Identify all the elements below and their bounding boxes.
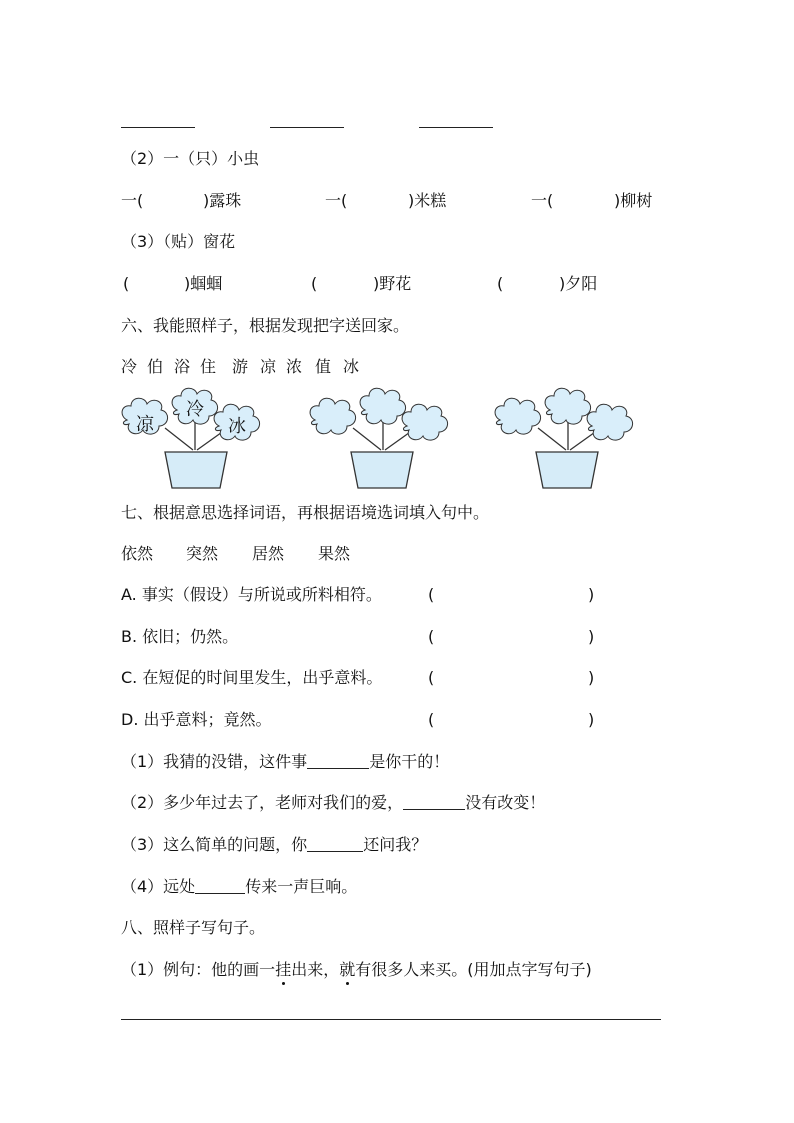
fill-row-2-item-1-close: )露珠	[203, 191, 242, 210]
flower-label-3: 冰	[228, 416, 246, 437]
pot	[536, 452, 598, 488]
fill-row-2-item-2-open: 一(	[325, 191, 348, 210]
dotted-char-2: 就	[339, 960, 356, 979]
sentence-4-blank[interactable]	[195, 877, 245, 894]
section-6-title: 六、我能照样子，根据发现把字送回家。	[121, 316, 410, 335]
fill-row-2-item-3-open: 一(	[531, 191, 554, 210]
definition-a-open: (	[428, 585, 435, 604]
flower-2	[360, 388, 406, 424]
fill-row-2-item-3-close: )柳树	[614, 191, 653, 210]
sentence-1-blank[interactable]	[307, 752, 369, 769]
char-8: 值	[315, 357, 332, 376]
flower-pot-3[interactable]	[488, 388, 648, 490]
section-7-title: 七、根据意思选择词语，再根据语境选词填入句中。	[121, 503, 490, 522]
example-sentence-mid: 出来，	[291, 960, 340, 979]
definition-b: B. 依旧；仍然。	[121, 627, 239, 646]
flower-2	[545, 388, 591, 424]
sentence-1	[121, 751, 449, 773]
flower-1	[310, 398, 356, 434]
char-7: 浓	[286, 357, 303, 376]
stems	[353, 420, 413, 450]
flower-label-1: 凉	[136, 414, 154, 435]
definition-d: D. 出乎意料；竟然。	[121, 710, 272, 729]
flower-pot-2[interactable]	[303, 388, 463, 490]
fill-row-2-item-1-open: 一(	[121, 191, 144, 210]
sentence-3-blank[interactable]	[307, 835, 363, 852]
flower-3	[587, 404, 633, 440]
fill-row-3-item-1-close: )蝈蝈	[184, 274, 223, 293]
char-6: 凉	[260, 357, 277, 376]
definition-a-close: )	[588, 585, 595, 604]
flower-3	[402, 404, 448, 440]
flower-1	[495, 398, 541, 434]
flower-label-2: 冷	[186, 399, 204, 420]
word-option-3: 居然	[252, 544, 285, 563]
example-sentence-post: 有很多人来买。(用加点字写句子)	[355, 960, 592, 979]
char-2: 伯	[147, 357, 164, 376]
sentence-1-post: 是你干的！	[369, 752, 450, 771]
word-option-4: 果然	[318, 544, 351, 563]
word-option-2: 突然	[186, 544, 219, 563]
fill-row-3-item-3-open: (	[497, 274, 504, 293]
example-sentence	[121, 959, 592, 981]
pot	[165, 452, 227, 488]
fill-row-2-item-2-close: )米糕	[408, 191, 447, 210]
stems	[538, 420, 598, 450]
char-1: 冷	[121, 357, 138, 376]
fill-row-3-item-3-close: )夕阳	[559, 274, 598, 293]
sentence-3	[121, 834, 427, 856]
answer-line[interactable]	[121, 1019, 661, 1020]
sentence-3-post: 还问我？	[363, 835, 428, 854]
definition-b-close: )	[588, 627, 595, 646]
char-5: 游	[232, 357, 249, 376]
definition-c: C. 在短促的时间里发生，出乎意料。	[121, 668, 383, 687]
definition-d-close: )	[588, 710, 595, 729]
fill-row-3-item-2-open: (	[311, 274, 318, 293]
example-2-text: （2）一（只）小虫	[121, 149, 260, 168]
sentence-3-pre: （3）这么简单的问题，你	[121, 835, 308, 854]
sentence-2	[121, 792, 545, 814]
sentence-2-pre: （2）多少年过去了，老师对我们的爱，	[121, 793, 404, 812]
definition-b-open: (	[428, 627, 435, 646]
definition-c-open: (	[428, 668, 435, 687]
answer-blank-3[interactable]	[419, 127, 493, 128]
definition-d-open: (	[428, 710, 435, 729]
definition-c-close: )	[588, 668, 595, 687]
sentence-4-pre: （4）远处	[121, 877, 196, 896]
sentence-2-blank[interactable]	[403, 793, 465, 810]
example-3-text: （3）（贴）窗花	[121, 232, 236, 251]
example-sentence-pre: （1）例句：他的画一	[121, 960, 276, 979]
stems	[165, 420, 225, 450]
char-4: 住	[200, 357, 217, 376]
flower-pot-1	[115, 388, 275, 490]
definition-a: A. 事实（假设）与所说或所料相符。	[121, 585, 382, 604]
dotted-char-1: 挂	[275, 960, 292, 979]
word-option-1: 依然	[121, 544, 154, 563]
sentence-2-post: 没有改变！	[465, 793, 546, 812]
section-8-title: 八、照样子写句子。	[121, 918, 266, 937]
pot	[351, 452, 413, 488]
sentence-1-pre: （1）我猜的没错，这件事	[121, 752, 308, 771]
char-3: 浴	[174, 357, 191, 376]
fill-row-3-item-1-open: (	[123, 274, 130, 293]
sentence-4-post: 传来一声巨响。	[245, 877, 358, 896]
char-9: 冰	[343, 357, 360, 376]
answer-blank-2[interactable]	[270, 127, 344, 128]
answer-blank-1[interactable]	[121, 127, 195, 128]
sentence-4	[121, 876, 357, 898]
fill-row-3-item-2-close: )野花	[373, 274, 412, 293]
